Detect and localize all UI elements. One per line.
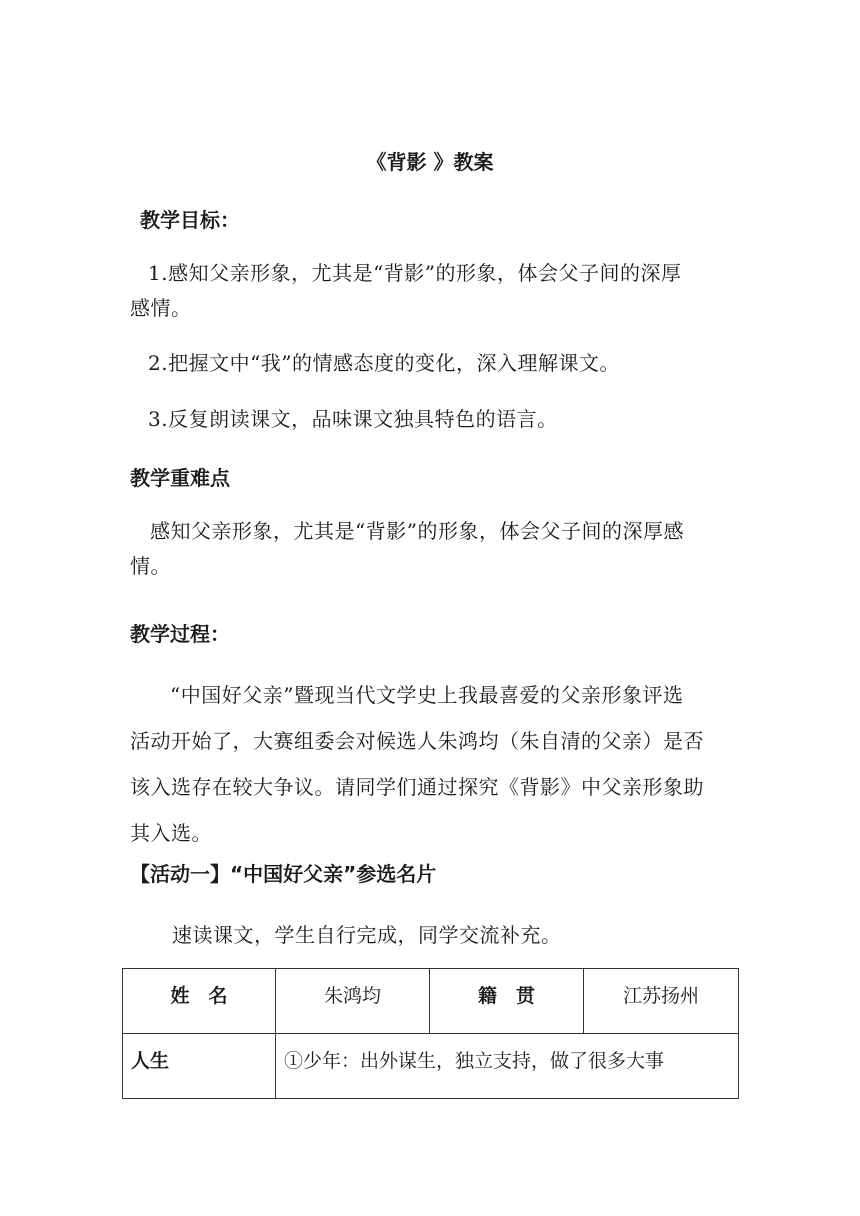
table-row: [123, 969, 739, 1034]
difficulty-line-1: 感知父亲形象，尤其是“背影”的形象，体会父子间的深厚感: [150, 519, 684, 543]
difficulty-heading: 教学重难点: [130, 466, 230, 490]
process-heading: 教学过程：: [130, 622, 230, 646]
document-title: 《背影 》教案: [366, 150, 494, 174]
process-intro-line-1: “中国好父亲”暨现当代文学史上我最喜爱的父亲形象评选: [170, 683, 684, 707]
objective-1-line-1: 1.感知父亲形象，尤其是“背影”的形象，体会父子间的深厚: [148, 261, 682, 285]
objective-item-1: [130, 256, 740, 326]
objective-item-3: 3.反复朗读课文，品味课文独具特色的语言。: [148, 407, 558, 431]
objective-1-line-2: 感情。: [130, 296, 192, 320]
activity1-heading: 【活动一】“中国好父亲”参选名片: [130, 862, 437, 886]
name-label-cell: 姓 名: [123, 969, 276, 1034]
process-intro-line-4: 其入选。: [130, 821, 212, 845]
name-value-cell: 朱鸿均: [276, 969, 430, 1034]
life-label-cell: 人生: [123, 1034, 276, 1099]
difficulty-line-2: 情。: [130, 554, 171, 578]
origin-value-cell: 江苏扬州: [584, 969, 739, 1034]
difficulty-paragraph: [130, 514, 740, 584]
table-row: [123, 1034, 739, 1099]
origin-label-cell: 籍 贯: [430, 969, 584, 1034]
process-intro-paragraph: [130, 672, 740, 856]
process-intro-line-2: 活动开始了，大赛组委会对候选人朱鸿均（朱自清的父亲）是否: [130, 729, 704, 753]
life-value-cell: ①少年：出外谋生，独立支持，做了很多大事: [276, 1034, 739, 1099]
objectives-heading: 教学目标：: [140, 208, 240, 232]
process-intro-line-3: 该入选存在较大争议。请同学们通过探究《背影》中父亲形象助: [130, 775, 704, 799]
objective-item-2: 2.把握文中“我”的情感态度的变化，深入理解课文。: [148, 351, 621, 375]
activity1-instruction: 速读课文，学生自行完成，同学交流补充。: [172, 923, 562, 947]
candidate-card-table: [122, 968, 739, 1099]
